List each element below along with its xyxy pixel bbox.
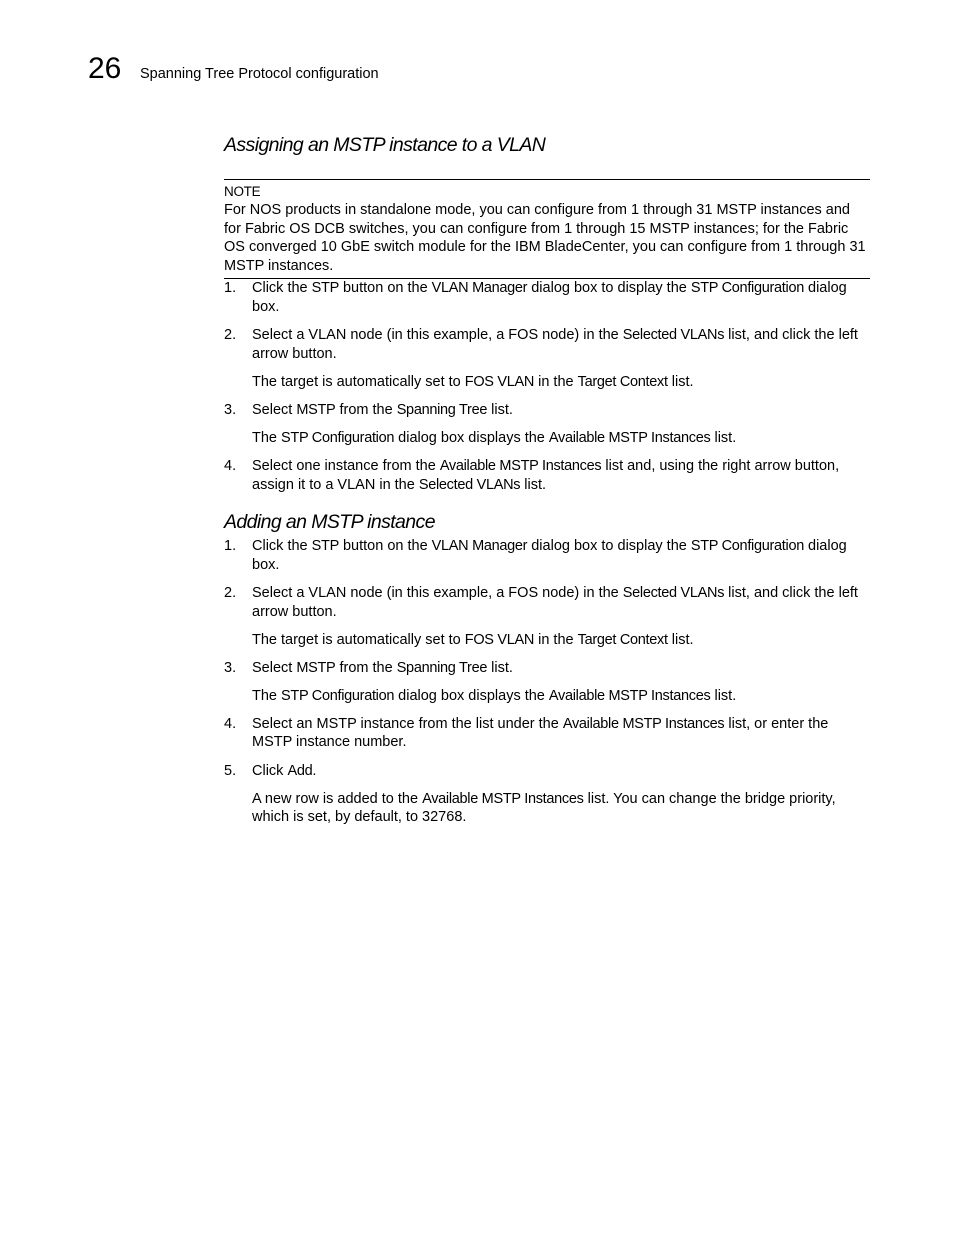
step-number: 4.: [224, 715, 237, 732]
running-title: Spanning Tree Protocol configuration: [140, 66, 379, 82]
ui-term: STP Configuration: [690, 538, 804, 555]
step-number: 1.: [224, 280, 237, 297]
step-number: 2.: [224, 327, 237, 344]
section-title-assign-mstp: Assigning an MSTP instance to a VLAN: [224, 134, 546, 156]
steps-list-assign-mstp: [224, 279, 870, 494]
step-item: [224, 326, 870, 391]
step-item: [224, 457, 870, 494]
ui-term: Target Context: [577, 373, 668, 390]
ui-term: Spanning Tree: [396, 659, 488, 676]
ui-term: MSTP: [296, 401, 336, 418]
step-text: Select MSTP from the Spanning Tree list.: [252, 659, 513, 676]
ui-term: STP Configuration: [281, 429, 395, 446]
ui-term: Selected VLANs: [622, 327, 725, 344]
note-box: [224, 179, 870, 279]
step-text: Select one instance from the Available MSTP Instances list and, using the right arrow button, assign it to a VLAN in the Selected VLANs list.: [252, 458, 840, 493]
step-text: Select a VLAN node (in this example, a FOS node) in the Selected VLANs list, and click the left arrow button.: [252, 584, 858, 620]
step-text: Click the STP button on the VLAN Manager dialog box to display the STP Configuration dialog box.: [252, 538, 847, 573]
step-text: Select an MSTP instance from the list under the Available MSTP Instances list, or enter the MSTP instance number.: [252, 715, 829, 751]
step-number: 2.: [224, 584, 237, 601]
note-text: For NOS products in standalone mode, you can configure from 1 through 31 MSTP instances and for Fabric OS DCB switches, you can configure from 1 through 15 MSTP instances; for the Fabric OS converged 10 GbE switch module for the IBM BladeCenter, you can configure from 1 through 31 MSTP instances.: [224, 202, 866, 274]
step-number: 4.: [224, 458, 237, 475]
step-text: Click the STP button on the VLAN Manager dialog box to display the STP Configuration dialog box.: [252, 280, 847, 315]
page-content: [224, 130, 870, 827]
ui-term: Spanning Tree: [396, 401, 488, 418]
step-item: [224, 715, 870, 752]
step-result: A new row is added to the Available MSTP Instances list. You can change the bridge priority, which is set, by default, to 32768.: [252, 790, 836, 826]
step-text: Click Add.: [252, 762, 317, 779]
step-number: 3.: [224, 401, 237, 418]
ui-term: Available MSTP Instances: [562, 715, 725, 732]
step-result: The STP Configuration dialog box displays the Available MSTP Instances list.: [252, 687, 737, 704]
steps-list-add-mstp: [224, 537, 870, 827]
ui-term: Available MSTP Instances: [439, 458, 602, 475]
ui-term: FOS VLAN: [464, 373, 535, 390]
ui-term: Available MSTP Instances: [548, 429, 711, 446]
step-number: 3.: [224, 659, 237, 676]
ui-term: Selected VLANs: [418, 476, 521, 493]
ui-term: Available MSTP Instances: [548, 687, 711, 704]
step-number: 5.: [224, 762, 237, 779]
section-title-add-mstp: Adding an MSTP instance: [224, 511, 435, 534]
ui-term: STP Configuration: [690, 280, 804, 297]
step-item: [224, 537, 870, 574]
step-text: Select a VLAN node (in this example, a FOS node) in the Selected VLANs list, and click the left arrow button.: [252, 327, 858, 362]
ui-term: STP: [311, 280, 339, 297]
step-result: The target is automatically set to FOS VLAN in the Target Context list.: [252, 373, 694, 390]
ui-term: STP Configuration: [281, 687, 395, 704]
chapter-number: 26: [88, 52, 122, 85]
ui-term: Available MSTP Instances: [422, 790, 584, 807]
step-item: [224, 401, 870, 448]
step-number: 1.: [224, 538, 237, 555]
step-result: The STP Configuration dialog box displays the Available MSTP Instances list.: [252, 429, 737, 446]
step-item: [224, 762, 870, 827]
ui-term: MSTP: [296, 659, 336, 676]
ui-term: VLAN Manager: [431, 538, 528, 555]
ui-term: STP: [311, 538, 339, 555]
step-text: Select MSTP from the Spanning Tree list.: [252, 401, 513, 418]
ui-term: FOS VLAN: [464, 631, 535, 648]
note-label: NOTE: [224, 184, 261, 199]
ui-term: Target Context: [577, 631, 668, 648]
step-item: [224, 584, 870, 649]
step-result: The target is automatically set to FOS VLAN in the Target Context list.: [252, 631, 694, 648]
step-item: [224, 279, 870, 316]
ui-term: Selected VLANs: [622, 584, 725, 601]
ui-term: VLAN Manager: [431, 280, 528, 297]
ui-term: Add: [287, 762, 313, 779]
step-item: [224, 659, 870, 706]
